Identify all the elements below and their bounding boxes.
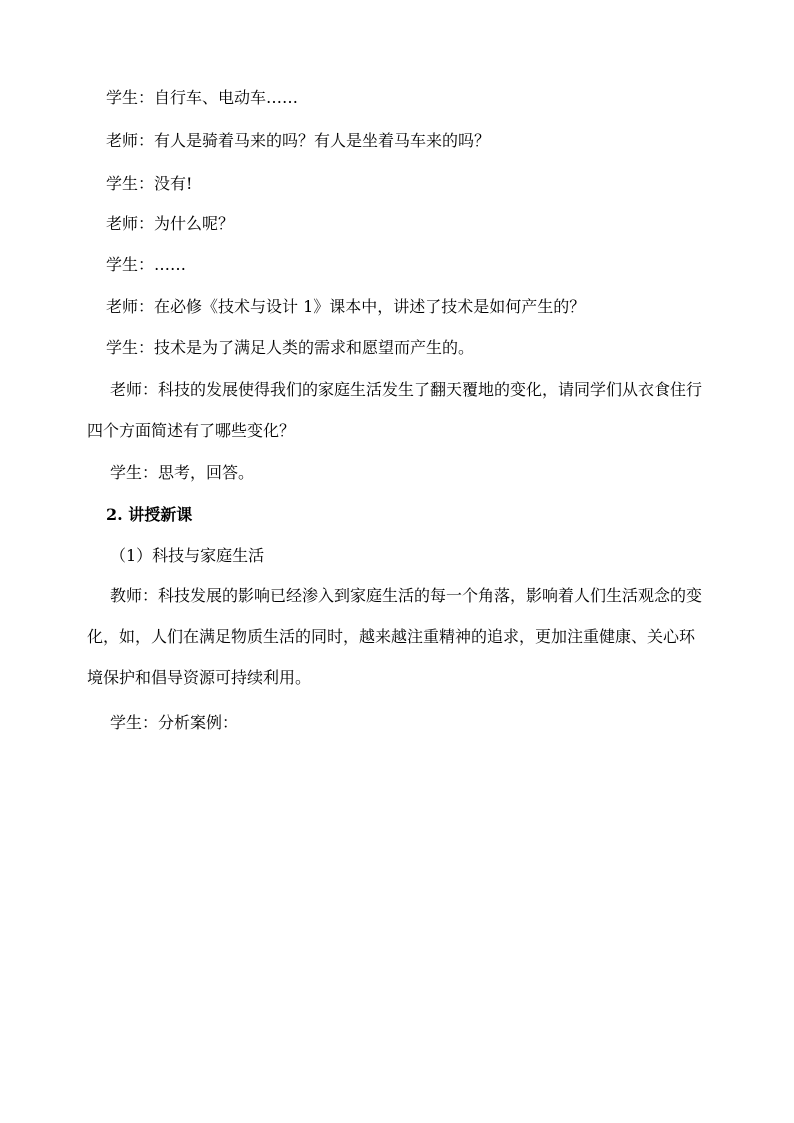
teacher-paragraph: 教师：科技发展的影响已经渗入到家庭生活的每一个角落，影响着人们生活观念的变化，如，人们在满足物质生活的同时，越来越注重精神的追求，更加注重健康、关心环境保护和倡导资源可持续利用。 — [87, 586, 703, 687]
dialogue-line-5: 学生：…… — [106, 255, 187, 274]
dialogue-line-8: 学生：思考，回答。 — [110, 463, 255, 482]
dialogue-paragraph-1: 老师：科技的发展使得我们的家庭生活发生了翻天覆地的变化，请同学们从衣食住行四个方面简述有了哪些变化？ — [87, 380, 703, 440]
dialogue-line-3: 学生：没有! — [106, 174, 193, 193]
section-heading: 2. 讲授新课 — [106, 505, 193, 524]
dialogue-line-7: 学生：技术是为了满足人类的需求和愿望而产生的。 — [106, 338, 475, 357]
dialogue-line-6: 老师：在必修《技术与设计 1》课本中，讲述了技术是如何产生的？ — [106, 297, 586, 316]
dialogue-line-9: 学生：分析案例： — [110, 713, 239, 732]
dialogue-line-1: 学生：自行车、电动车…… — [106, 88, 299, 107]
dialogue-line-2: 老师：有人是骑着马来的吗？有人是坐着马车来的吗？ — [106, 131, 491, 150]
dialogue-line-4: 老师：为什么呢？ — [106, 214, 235, 233]
subsection-heading: （1）科技与家庭生活 — [110, 546, 265, 565]
